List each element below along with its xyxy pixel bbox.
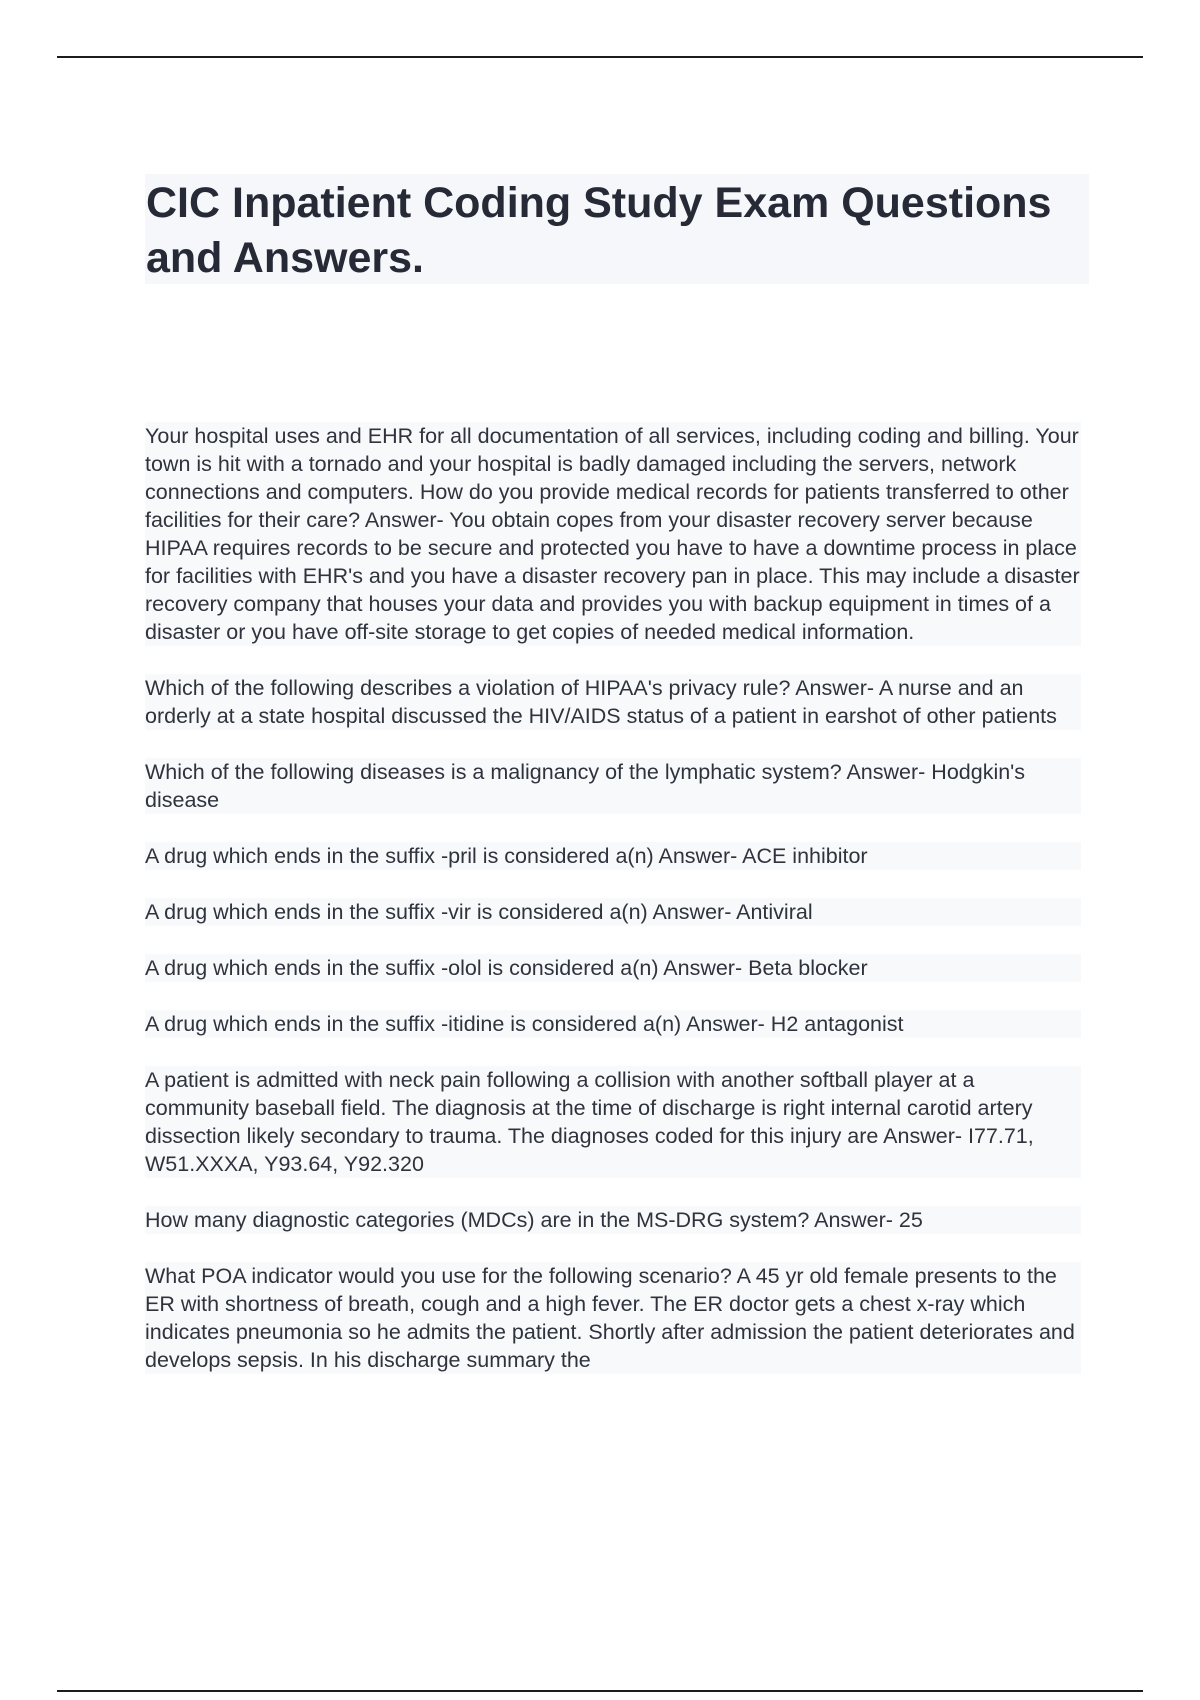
qa-item-carotid-dissection: A patient is admitted with neck pain following a collision with another softball player at a community baseball field. The diagnosis at the time of discharge is right internal carotid artery dissection likely secondary to trauma. The diagnoses coded for this injury are Answer- I77.71, W51.XXXA, Y93.64, Y92.320 — [145, 1066, 1081, 1178]
qa-item-hipaa-privacy: Which of the following describes a violation of HIPAA's privacy rule? Answer- A nurse and an orderly at a state hospital discussed the HIV/AIDS status of a patient in earshot of other patients — [145, 674, 1081, 730]
qa-item-olol-suffix: A drug which ends in the suffix -olol is considered a(n) Answer- Beta blocker — [145, 954, 1081, 982]
qa-item-mdc-count: How many diagnostic categories (MDCs) are in the MS-DRG system? Answer- 25 — [145, 1206, 1081, 1234]
question-answer-list — [145, 422, 1081, 1402]
qa-item-lymphatic-malignancy: Which of the following diseases is a malignancy of the lymphatic system? Answer- Hodgkin's disease — [145, 758, 1081, 814]
title-block — [145, 174, 1089, 284]
qa-item-poa-indicator: What POA indicator would you use for the following scenario? A 45 yr old female presents to the ER with shortness of breath, cough and a high fever. The ER doctor gets a chest x-ray which indicates pneumonia so he admits the patient. Shortly after admission the patient deteriorates and develops sepsis. In his discharge summary the — [145, 1262, 1081, 1374]
qa-item-pril-suffix: A drug which ends in the suffix -pril is considered a(n) Answer- ACE inhibitor — [145, 842, 1081, 870]
qa-item-disaster-recovery: Your hospital uses and EHR for all documentation of all services, including coding and billing. Your town is hit with a tornado and your hospital is badly damaged including the servers, network connections and computers. How do you provide medical records for patients transferred to other facilities for their care? Answer- You obtain copes from your disaster recovery server because HIPAA requires records to be secure and protected you have to have a downtime process in place for facilities with EHR's and you have a disaster recovery pan in place. This may include a disaster recovery company that houses your data and provides you with backup equipment in times of a disaster or you have off-site storage to get copies of needed medical information. — [145, 424, 1080, 644]
footer-rule — [57, 1690, 1143, 1692]
qa-item-itidine-suffix: A drug which ends in the suffix -itidine is considered a(n) Answer- H2 antagonist — [145, 1010, 1081, 1038]
qa-item-vir-suffix: A drug which ends in the suffix -vir is considered a(n) Answer- Antiviral — [145, 898, 1081, 926]
header-rule — [57, 56, 1143, 58]
document-title: CIC Inpatient Coding Study Exam Questions and Answers. — [146, 179, 1052, 282]
